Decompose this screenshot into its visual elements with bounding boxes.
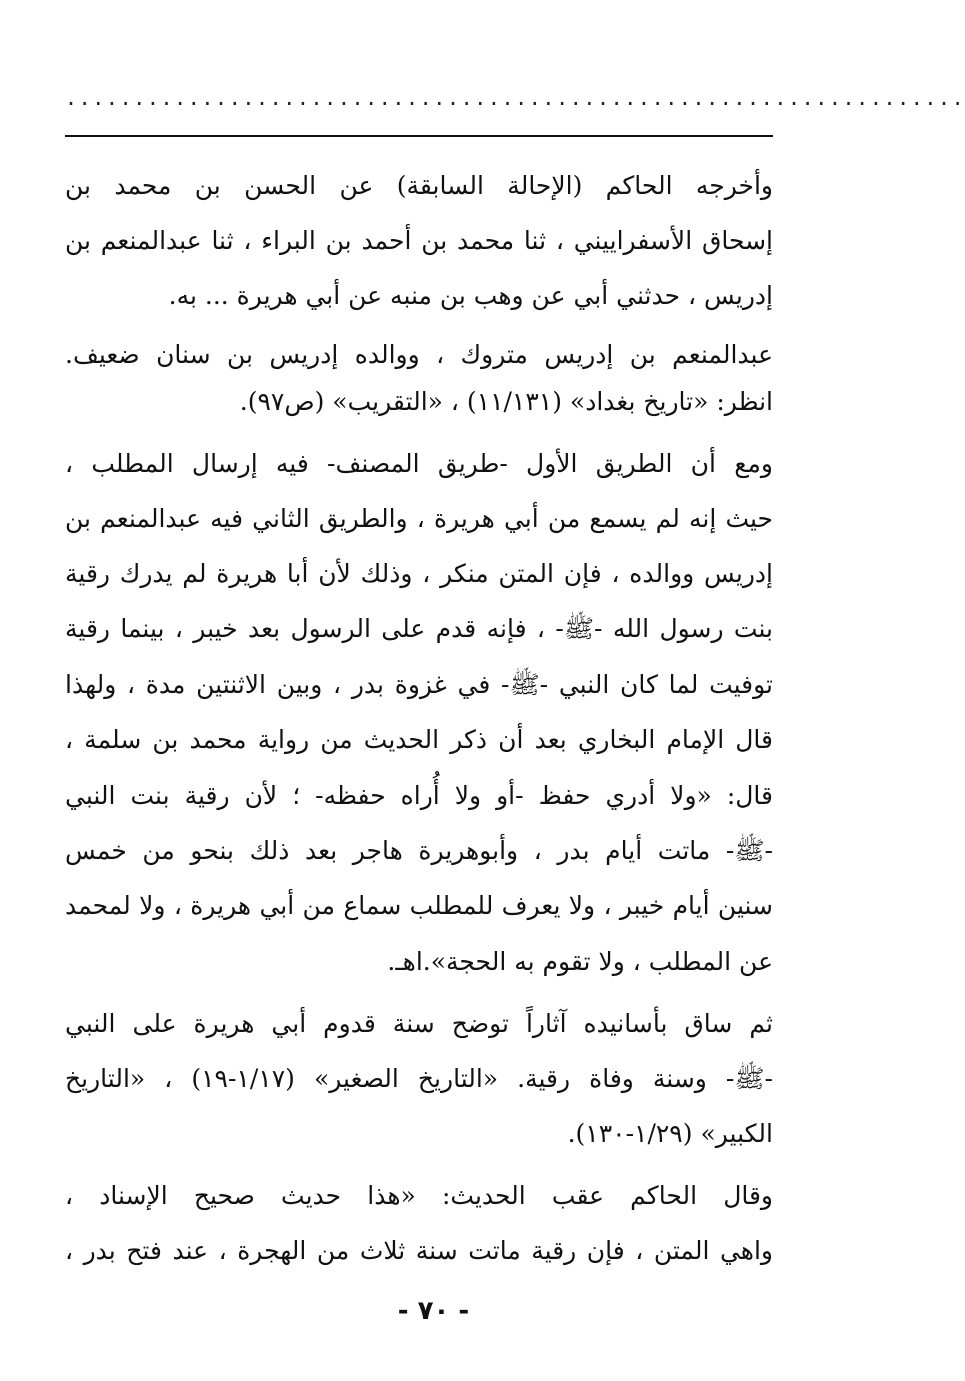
page-number: - ٧٠ - [397, 1296, 470, 1326]
text-line: توفيت لما كان النبي -ﷺ- في غزوة بدر ، وبين الاثنتين مدة ، ولهذا [65, 670, 773, 699]
text-line: -ﷺ- وسنة وفاة رقية. «التاريخ الصغير» (١/١٧-١٩) ، «التاريخ [65, 1064, 774, 1093]
text-line: حيث إنه لم يسمع من أبي هريرة ، والطريق الثاني فيه عبدالمنعم بن [65, 504, 773, 533]
text-line: قال: «ولا أدري حفظ -أو ولا أُراه حفظه- ؛ لأن رقية بنت النبي [65, 781, 773, 810]
text-line: ثم ساق بأسانيده آثاراً توضح سنة قدوم أبي هريرة على النبي [65, 1009, 773, 1038]
text-line: الكبير» (١/٢٩-١٣٠). [567, 1119, 773, 1148]
text-line: عن المطلب ، ولا تقوم به الحجة».اهـ. [387, 947, 773, 976]
text-line: انظر: «تاريخ بغداد» (١١/١٣١) ، «التقريب» (ص٩٧). [239, 387, 773, 416]
text-line: ومع أن الطريق الأول -طريق المصنف- فيه إرسال المطلب ، [65, 449, 773, 478]
text-line: بنت رسول الله -ﷺ- ، فإنه قدم على الرسول بعد خيبر ، بينما رقية [65, 614, 773, 643]
text-line: إدريس ووالده ، فإن المتن منكر ، وذلك لأن أبا هريرة لم يدرك رقية [65, 559, 773, 588]
text-line: وأخرجه الحاكم (الإحالة السابقة) عن الحسن بن محمد بن [65, 171, 773, 200]
text-line: قال الإمام البخاري بعد أن ذكر الحديث من رواية محمد بن سلمة ، [65, 725, 773, 754]
text-line: سنين أيام خيبر ، ولا يعرف للمطلب سماع من أبي هريرة ، ولا لمحمد [65, 891, 773, 920]
text-line: إدريس ، حدثني أبي عن وهب بن منبه عن أبي هريرة ... به. [168, 281, 773, 310]
horizontal-rule [65, 135, 773, 137]
dotted-separator: .................................................................. [65, 86, 965, 110]
text-line: واهي المتن ، فإن رقية ماتت سنة ثلاث من الهجرة ، عند فتح بدر ، [65, 1236, 773, 1265]
text-line: إسحاق الأسفراييني ، ثنا محمد بن أحمد بن البراء ، ثنا عبدالمنعم بن [65, 226, 773, 255]
text-line: عبدالمنعم بن إدريس متروك ، ووالده إدريس بن سنان ضعيف. [65, 340, 773, 369]
text-line: وقال الحاكم عقب الحديث: «هذا حديث صحيح الإسناد ، [65, 1181, 773, 1210]
text-line: -ﷺ- ماتت أيام بدر ، وأبوهريرة هاجر بعد ذلك بنحو من خمس [65, 836, 773, 865]
